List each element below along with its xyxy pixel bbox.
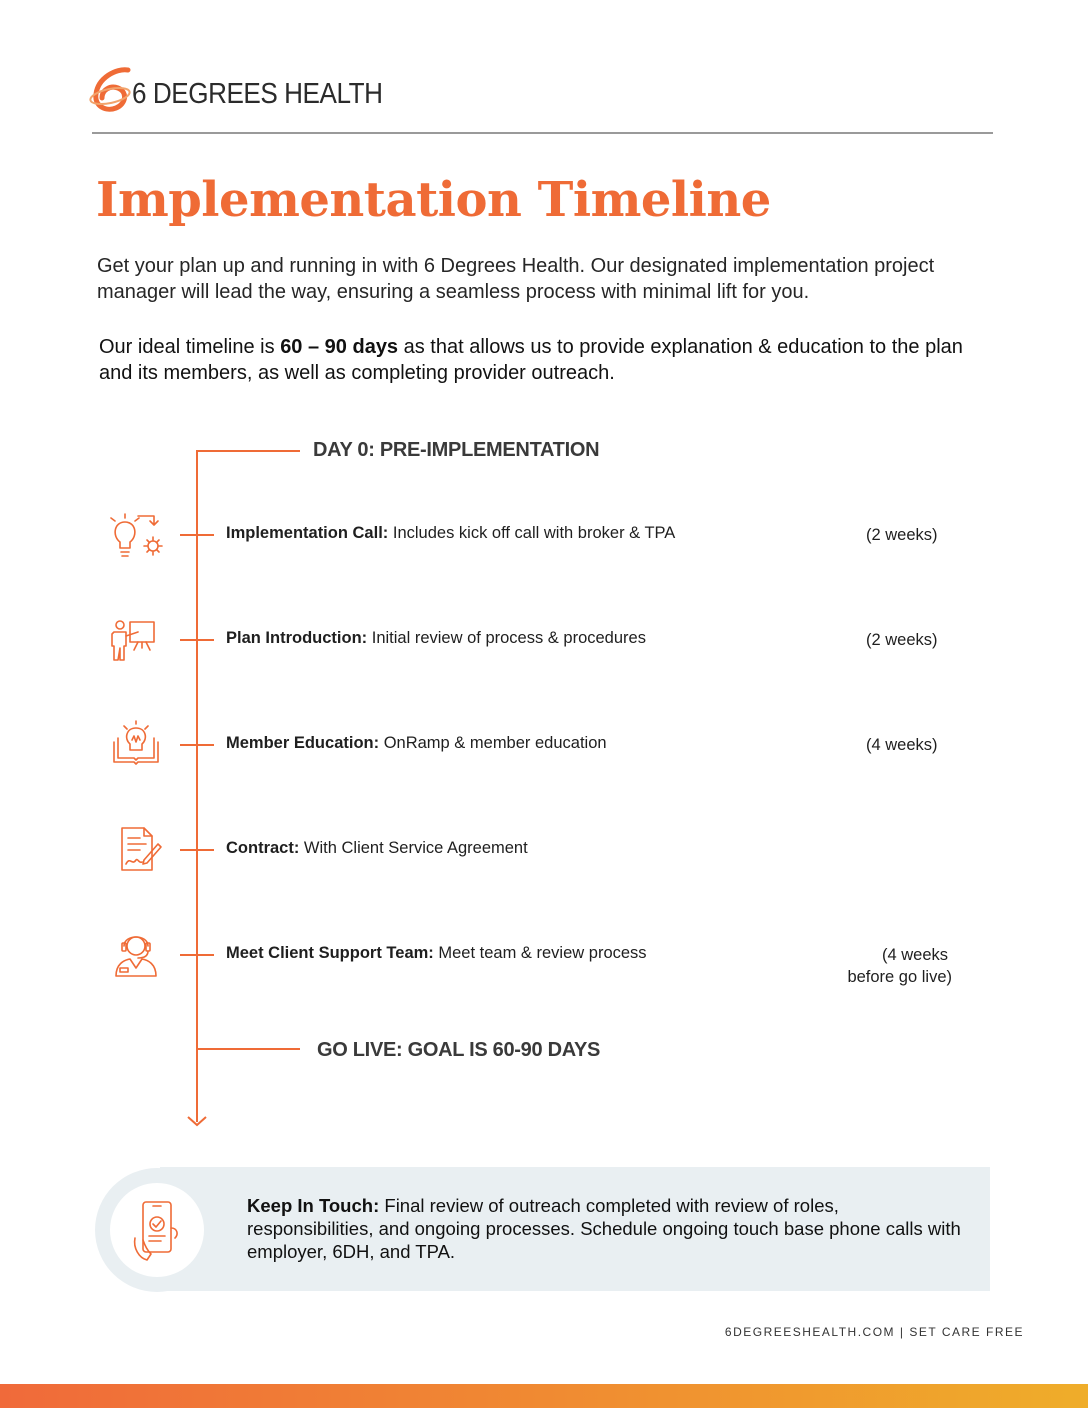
step-tick — [180, 534, 214, 536]
logo-mark-icon — [88, 64, 138, 114]
step-duration-line2: before go live) — [847, 968, 952, 986]
book-lightbulb-icon — [108, 720, 164, 770]
lightbulb-gear-icon — [108, 512, 164, 562]
step-description: OnRamp & member education — [379, 734, 607, 752]
step-text — [226, 839, 528, 858]
step-tick — [180, 639, 214, 641]
step-label: Implementation Call: — [226, 524, 389, 542]
phase-end-label: GO LIVE: GOAL IS 60-90 DAYS — [317, 1039, 601, 1061]
step-text — [226, 944, 647, 963]
step-tick — [180, 744, 214, 746]
step-description: Includes kick off call with broker & TPA — [388, 524, 676, 542]
step-duration: (2 weeks) — [866, 526, 938, 544]
step-description: Initial review of process & procedures — [367, 629, 646, 647]
ideal-highlight: 60 – 90 days — [280, 336, 399, 358]
headset-support-icon — [108, 930, 164, 980]
bottom-gradient-bar — [0, 1384, 1088, 1408]
intro-paragraph: Get your plan up and running in with 6 Degrees Health. Our designated implementation project manager will lead the way, ensuring a seamless process with minimal lift for you. — [97, 255, 935, 303]
step-tick — [180, 954, 214, 956]
contract-signature-icon — [108, 824, 164, 874]
keep-in-touch-description: Final review of outreach completed with review of roles, responsibilities, and ongoing processes. Schedule ongoing touch base phone calls with employer, 6DH, and TPA. — [247, 1195, 961, 1262]
header-divider — [92, 132, 993, 134]
keep-in-touch-text — [247, 1194, 967, 1263]
step-description: With Client Service Agreement — [299, 839, 528, 857]
keep-in-touch-label: Keep In Touch: — [247, 1195, 380, 1216]
step-duration — [836, 944, 952, 988]
step-label: Meet Client Support Team: — [226, 944, 434, 962]
step-text — [226, 524, 675, 543]
timeline-arrow-icon — [186, 1114, 208, 1128]
timeline-end-branch — [196, 1048, 300, 1050]
footer-separator: | — [899, 1325, 905, 1339]
page-title: Implementation Timeline — [96, 172, 771, 228]
step-tick — [180, 849, 214, 851]
timeline-start-branch — [196, 450, 300, 452]
phase-start-label: DAY 0: PRE-IMPLEMENTATION — [313, 439, 600, 461]
step-text — [226, 734, 607, 753]
step-description: Meet team & review process — [433, 944, 647, 962]
step-label: Contract: — [226, 839, 300, 857]
ideal-timeline-paragraph — [99, 334, 979, 386]
ideal-text-after: as that allows us to provide explanation & education to the plan and its members, as well as completing provider outreach. — [99, 336, 963, 384]
step-duration: (2 weeks) — [866, 631, 938, 649]
footer — [725, 1325, 1024, 1339]
step-text — [226, 629, 646, 648]
step-duration: (4 weeks) — [866, 736, 938, 754]
step-label: Member Education: — [226, 734, 380, 752]
timeline-spine — [196, 450, 198, 1122]
logo-text: 6 DEGREES HEALTH — [132, 78, 383, 110]
footer-tagline: SET CARE FREE — [909, 1325, 1024, 1339]
step-label: Plan Introduction: — [226, 629, 368, 647]
footer-website-link[interactable]: 6DEGREESHEALTH.COM — [724, 1325, 896, 1339]
step-duration-line1: (4 weeks — [881, 946, 948, 964]
ideal-text-before: Our ideal timeline is — [99, 336, 281, 358]
phone-checklist-icon — [131, 1198, 183, 1262]
presenter-board-icon — [108, 616, 164, 666]
